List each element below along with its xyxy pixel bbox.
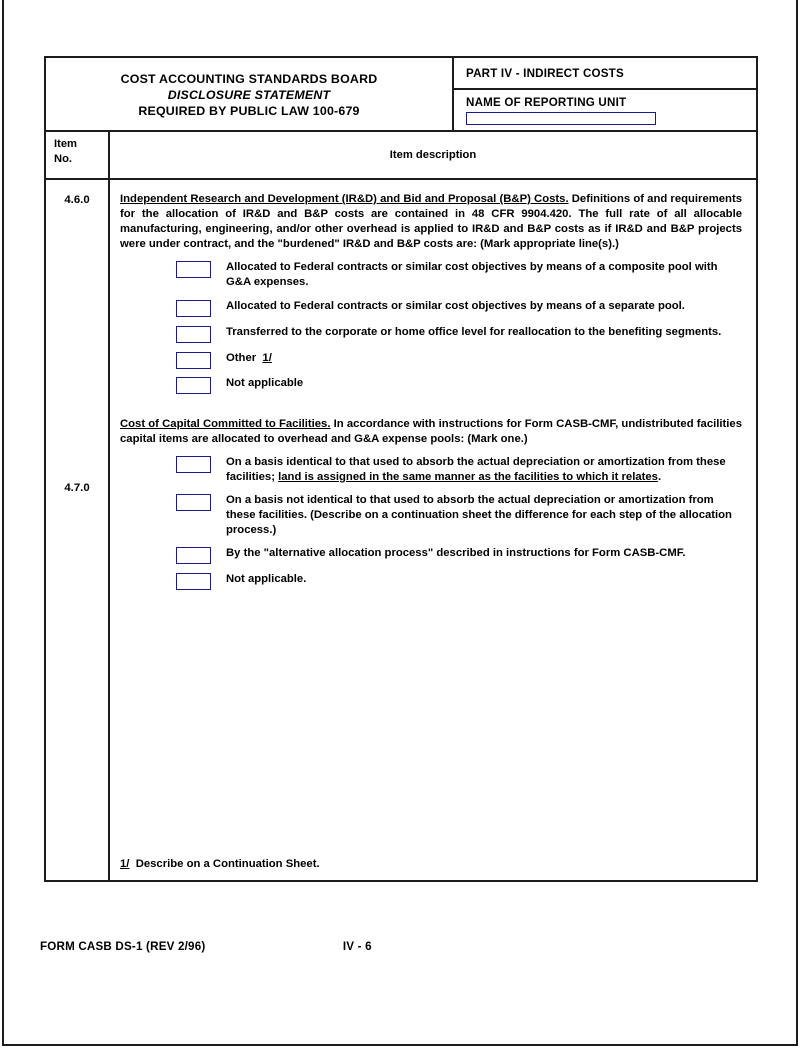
option-text-470-a-tail: . (657, 470, 662, 483)
option-letter-460-c (120, 325, 176, 340)
option-letter-470-c (120, 546, 176, 561)
header-title-line-1: COST ACCOUNTING STANDARDS BOARD (120, 71, 378, 86)
header-title-line-2: DISCLOSURE STATEMENT (167, 87, 331, 102)
option-box-cell-470-c (176, 546, 226, 564)
reporting-unit-input[interactable] (466, 112, 656, 125)
table-column-headers (46, 132, 756, 180)
option-box-cell-470-z (176, 572, 226, 590)
part-label: PART IV - INDIRECT COSTS (454, 58, 756, 90)
checkbox-470-a[interactable] (176, 456, 211, 473)
option-row-460-c (120, 325, 746, 343)
option-row-460-y (120, 351, 746, 369)
question-text-470 (120, 417, 746, 447)
column-header-description: Item description (389, 149, 477, 161)
option-text-470-z: Not applicable. (226, 573, 307, 586)
checkbox-460-a[interactable] (176, 261, 211, 278)
disclosure-form-table (44, 56, 758, 882)
question-block-470 (120, 401, 746, 591)
option-list-470 (120, 455, 746, 590)
footnote-ref-460-y: 1/ (262, 351, 272, 364)
option-text-470-b: On a basis not identical to that used to absorb the actual depreciation or amortization from these facilities. (Describe on a continuation sheet the difference for each step of the allocation process.) (226, 493, 732, 537)
option-box-cell-460-b (176, 299, 226, 317)
question-text-460 (120, 192, 746, 252)
checkbox-460-c[interactable] (176, 326, 211, 343)
item-number-column (46, 180, 110, 880)
option-box-cell-460-c (176, 325, 226, 343)
checkbox-470-c[interactable] (176, 547, 211, 564)
checkbox-460-z[interactable] (176, 377, 211, 394)
column-header-item-no-line-2: No. (54, 153, 73, 165)
option-text-460-y (226, 351, 746, 366)
option-text-470-a (226, 455, 746, 485)
question-body-460: Definitions of and requirements for the allocation of IR&D and B&P costs are contained in 48 CFR 9904.420. The full rate of all allocable manufacturing, engineering, and/or other overhead is applied to IR&D and B&P costs as if IR&D and B&P projects were under contract, and the "burdened" IR&D and B&P costs are: (Mark appropriate line(s).) (120, 193, 742, 251)
option-box-cell-470-a (176, 455, 226, 473)
option-letter-460-b (120, 299, 176, 314)
question-title-470: Cost of Capital Committed to Facilities. (120, 417, 331, 430)
option-row-460-b (120, 299, 746, 317)
option-text-460-y-label: Other (226, 351, 257, 364)
column-header-item-no-line-1: Item (54, 138, 78, 150)
header-title-line-3: REQUIRED BY PUBLIC LAW 100-679 (138, 103, 360, 118)
item-number-470: 4.7.0 (64, 482, 90, 494)
footnote (120, 858, 320, 870)
checkbox-460-b[interactable] (176, 300, 211, 317)
option-letter-460-z (120, 376, 176, 391)
form-identifier: FORM CASB DS-1 (REV 2/96) (40, 940, 206, 953)
table-body-row (46, 180, 756, 880)
option-box-cell-460-a (176, 260, 226, 278)
option-box-cell-460-z (176, 376, 226, 394)
item-number-460: 4.6.0 (64, 194, 90, 206)
footnote-text: Describe on a Continuation Sheet. (135, 858, 320, 870)
option-letter-470-b (120, 493, 176, 508)
option-row-460-a (120, 260, 746, 290)
option-row-470-z (120, 572, 746, 590)
form-header-part-block (454, 58, 756, 130)
page-number: IV - 6 (342, 940, 372, 953)
form-header (46, 58, 756, 132)
option-text-460-b: Allocated to Federal contracts or similar cost objectives by means of a separate pool. (226, 299, 685, 312)
question-block-460 (120, 180, 746, 394)
option-text-470-c: By the "alternative allocation process" described in instructions for Form CASB-CMF. (226, 547, 686, 560)
option-letter-470-z (120, 572, 176, 587)
option-text-470-a-plain: On a basis identical to that used to absorb the actual depreciation or amortization from these facilities; (226, 455, 726, 483)
option-letter-470-a (120, 455, 176, 470)
option-text-460-a: Allocated to Federal contracts or similar cost objectives by means of a composite pool with G&A expenses. (226, 261, 718, 289)
form-header-title-block (46, 58, 454, 130)
question-body-470: In accordance with instructions for Form CASB-CMF, undistributed facilities capital items are allocated to overhead and G&A expense pools: (Mark one.) (120, 417, 742, 445)
question-title-460: Independent Research and Development (IR&D) and Bid and Proposal (B&P) Costs. (120, 193, 569, 205)
option-box-cell-460-y (176, 351, 226, 369)
checkbox-470-z[interactable] (176, 573, 211, 590)
reporting-unit-block (454, 90, 756, 130)
option-text-460-z: Not applicable (226, 376, 304, 389)
reporting-unit-label: NAME OF REPORTING UNIT (466, 96, 627, 109)
option-box-cell-470-b (176, 493, 226, 511)
option-row-470-a (120, 455, 746, 485)
option-letter-460-y (120, 351, 176, 366)
option-letter-460-a (120, 260, 176, 275)
option-text-470-a-underlined: land is assigned in the same manner as the facilities to which it relates (278, 470, 658, 483)
option-row-460-z (120, 376, 746, 394)
checkbox-470-b[interactable] (176, 494, 211, 511)
item-description-column (110, 180, 756, 880)
option-list-460 (120, 260, 746, 393)
column-header-item-no (46, 132, 110, 178)
page-footer (40, 940, 740, 953)
option-text-460-c: Transferred to the corporate or home office level for reallocation to the benefiting segments. (226, 325, 722, 338)
checkbox-460-y[interactable] (176, 352, 211, 369)
option-row-470-b (120, 493, 746, 538)
footnote-marker: 1/ (120, 858, 130, 870)
option-row-470-c (120, 546, 746, 564)
